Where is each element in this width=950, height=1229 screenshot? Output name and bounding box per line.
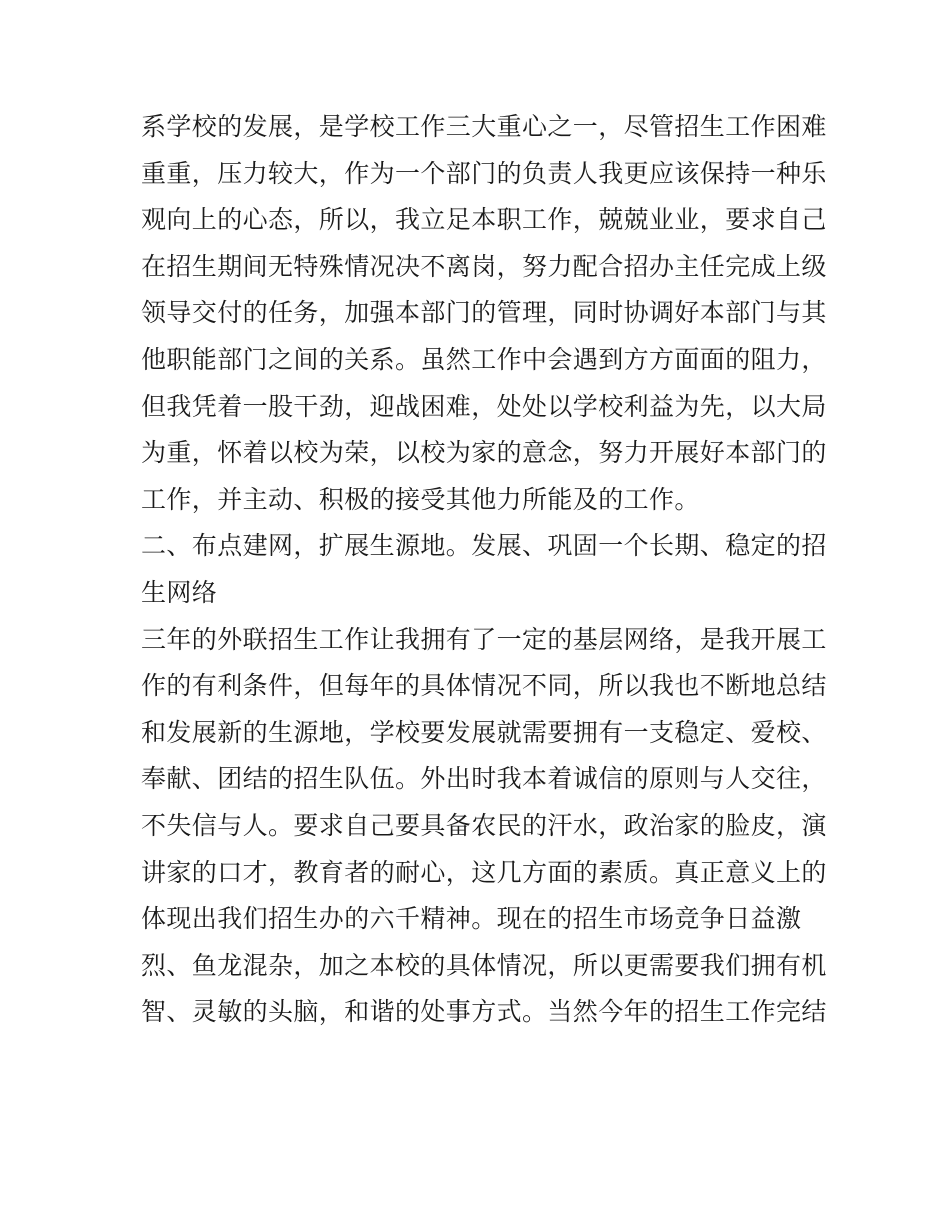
text-line: 领导交付的任务，加强本部门的管理，同时协调好本部门与其 [141,298,827,328]
text-line: 讲家的口才，教育者的耐心，这几方面的素质。真正意义上的 [141,857,827,887]
section-heading-line: 二、布点建网，扩展生源地。发展、巩固一个长期、稳定的招 [141,531,827,561]
text-line: 但我凭着一股干劲，迎战困难，处处以学校利益为先，以大局 [141,391,827,421]
text-line: 他职能部门之间的关系。虽然工作中会遇到方方面面的阻力， [141,344,827,374]
text-line: 不失信与人。要求自己要具备农民的汗水，政治家的脸皮，演 [141,810,827,840]
text-line: 奉献、团结的招生队伍。外出时我本着诚信的原则与人交往， [141,764,827,794]
text-line: 重重，压力较大，作为一个部门的负责人我更应该保持一种乐 [141,158,827,188]
text-line: 为重，怀着以校为荣，以校为家的意念，努力开展好本部门的 [141,438,827,468]
body-text [141,104,827,1036]
section-heading-line: 生网络 [141,577,218,607]
text-line: 观向上的心态，所以，我立足本职工作，兢兢业业，要求自己 [141,205,827,235]
text-line: 和发展新的生源地，学校要发展就需要拥有一支稳定、爱校、 [141,717,827,747]
text-line: 三年的外联招生工作让我拥有了一定的基层网络，是我开展工 [141,624,827,654]
text-line: 在招生期间无特殊情况决不离岗，努力配合招办主任完成上级 [141,251,827,281]
text-line: 体现出我们招生办的六千精神。现在的招生市场竞争日益激 [141,904,802,934]
text-line: 系学校的发展，是学校工作三大重心之一，尽管招生工作困难 [141,112,827,141]
text-line: 工作，并主动、积极的接受其他力所能及的工作。 [141,484,700,514]
text-line: 作的有利条件，但每年的具体情况不同，所以我也不断地总结 [141,671,827,701]
text-line: 烈、鱼龙混杂，加之本校的具体情况，所以更需要我们拥有机 [141,950,827,980]
text-line: 智、灵敏的头脑，和谐的处事方式。当然今年的招生工作完结 [141,997,827,1027]
